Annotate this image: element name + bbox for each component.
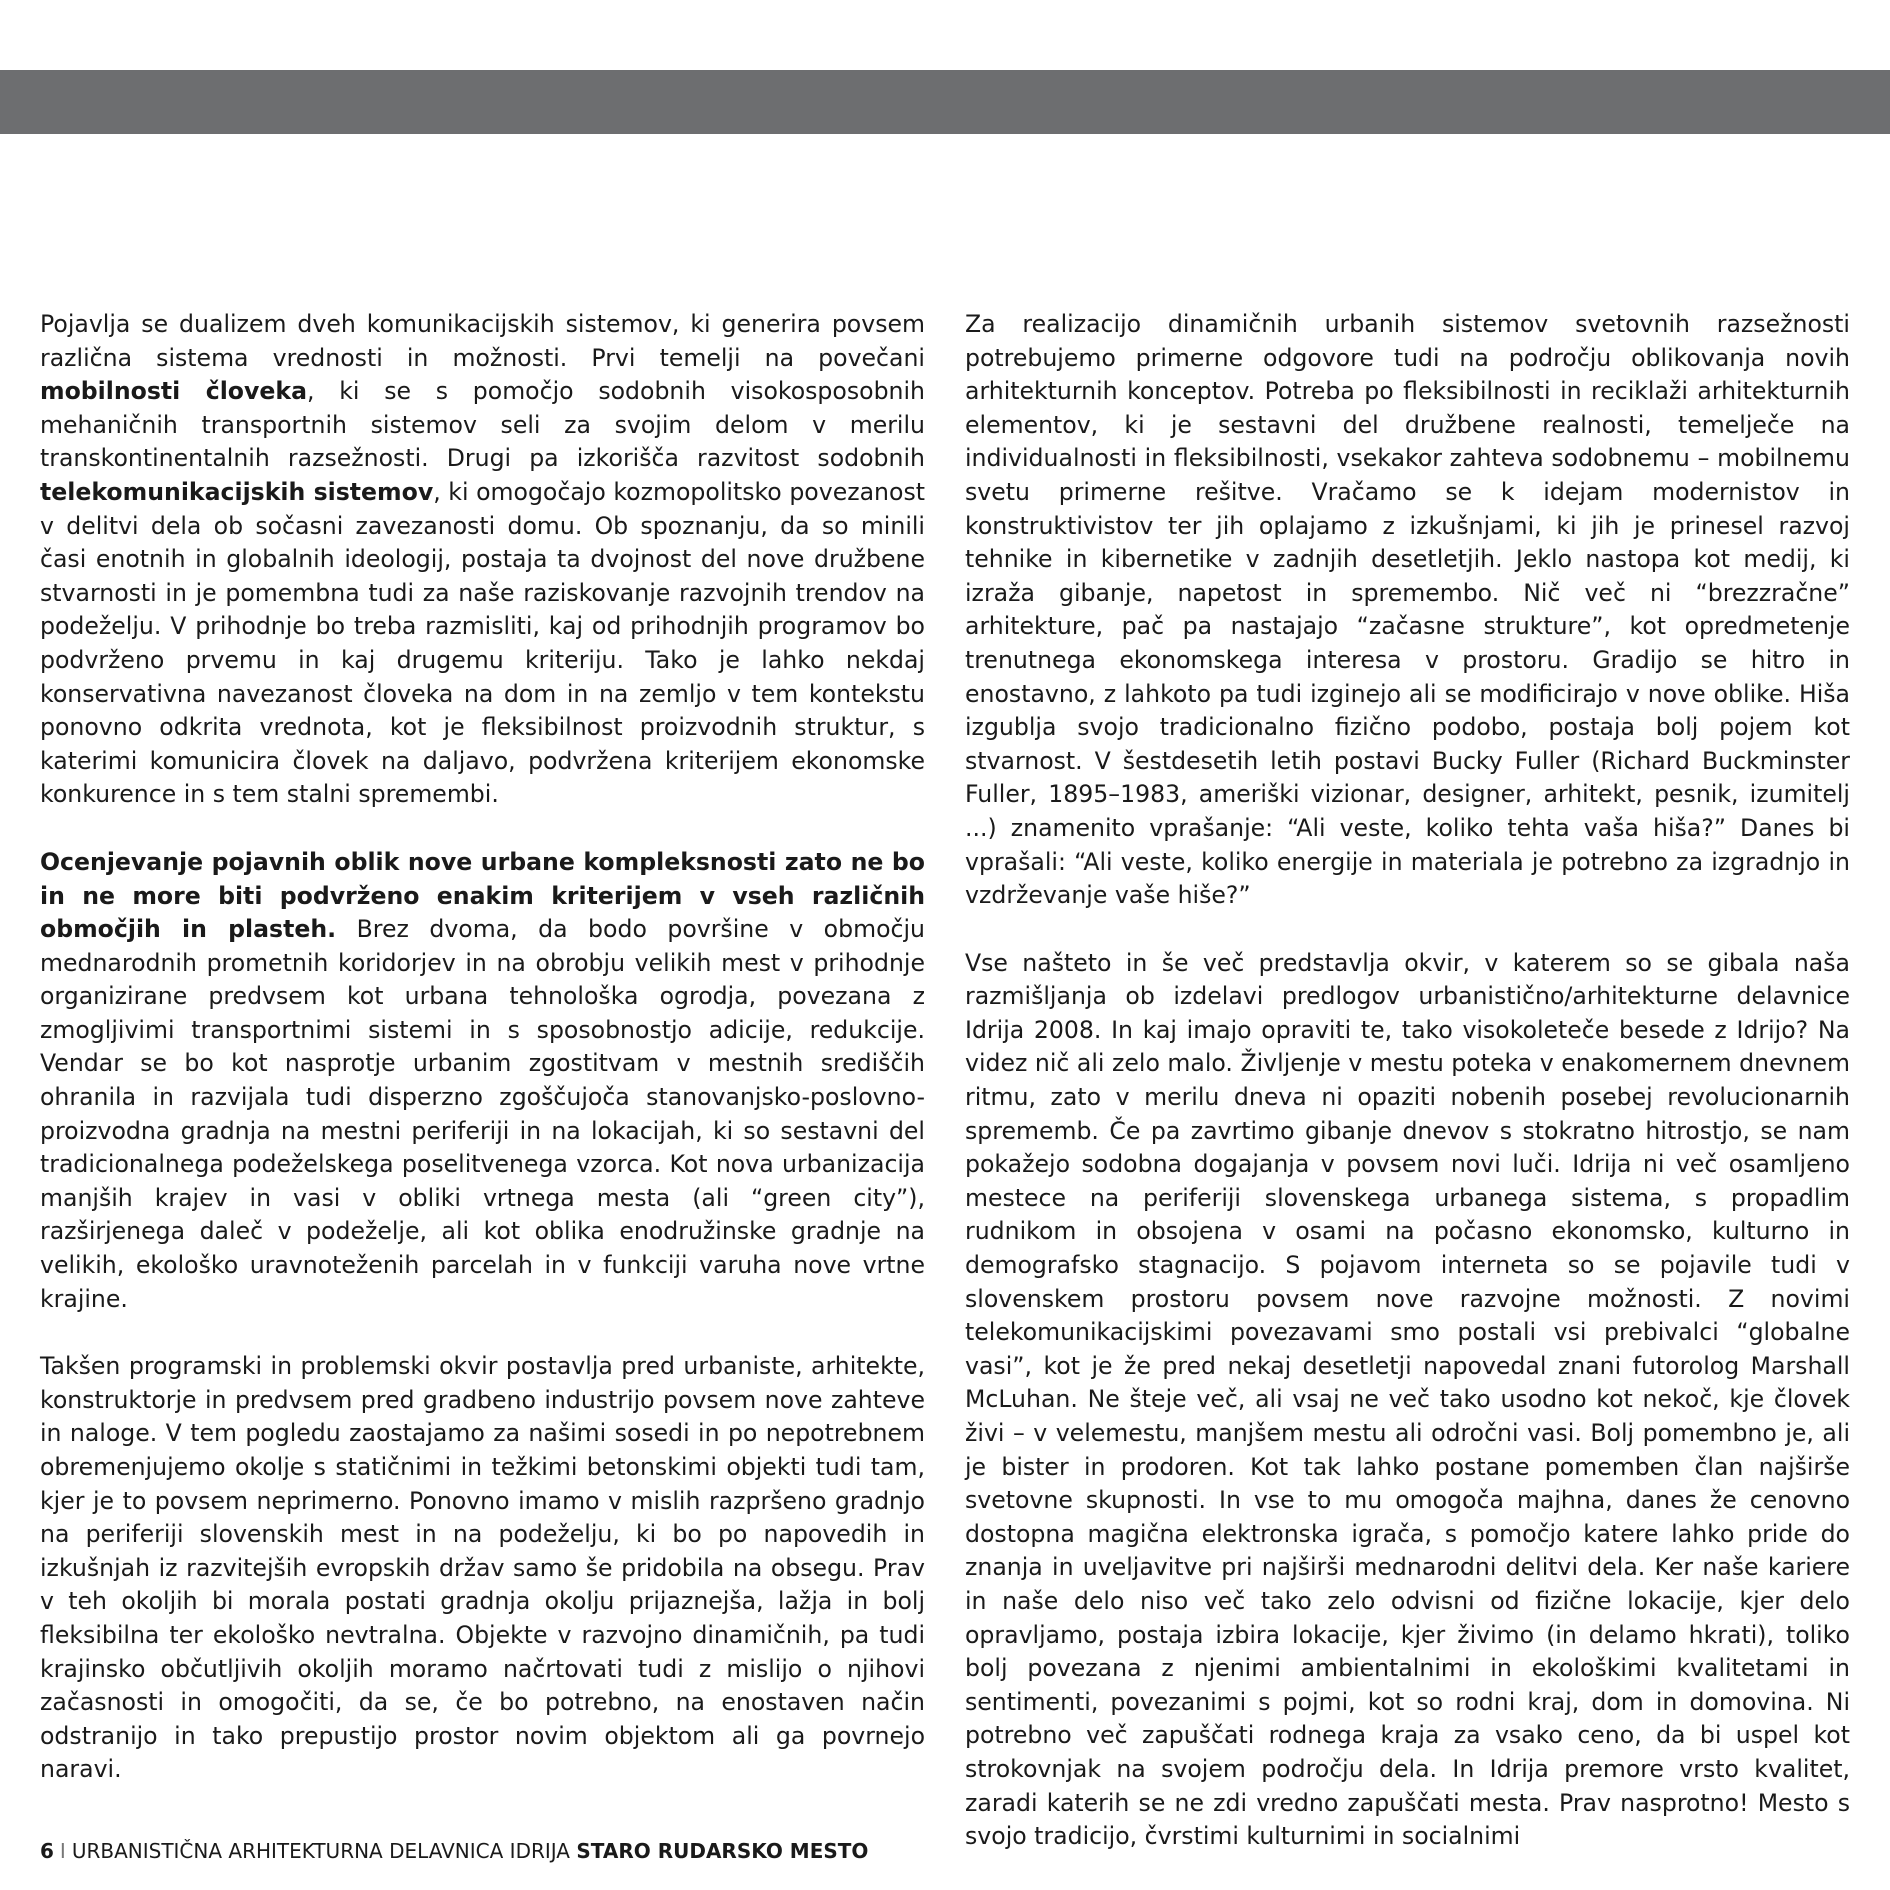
bold-lead: Ocenjevanje pojavnih oblik nove urbane kompleksnosti zato ne bo in ne more biti podvrženo enakim kriterijem v vseh različnih območjih in plasteh. [40,847,925,944]
text-run: Pojavlja se dualizem dveh komunikacijskih sistemov, ki generira povsem različna sistema vrednosti in možnosti. Prvi temelji na povečani [40,310,925,372]
page-footer [40,1839,868,1863]
text-run: Brez dvoma, da bodo površine v območju mednarodnih prometnih koridorjev in na obrobju velikih mest v prihodnje organizirane predvsem kot urbana tehnološka ogrodja, povezana z zmogljivimi transportnimi sistemi in s sposobnostjo adicije, redukcije. Vendar se bo kot nasprotje urbanim zgostitvam v mestnih središčih ohranila in razvijala tudi disperzno zgoščujoča stanovanjsko-poslovno-proizvodna gradnja na mestni periferiji in na lokacijah, ki so sestavni del tradicionalnega podeželskega poselitvenega vzorca. Kot nova urbanizacija manjših krajev in vasi v obliki vrtnega mesta (ali “green city”), razširjenega daleč v podeželje, ali kot oblika enodružinske gradnje na velikih, ekološko uravnoteženih parcelah in v funkciji varuha nove vrtne krajine. [40,915,925,1313]
paragraph: Vse našteto in še več predstavlja okvir, v katerem so se gibala naša razmišljanja ob izdelavi predlogov urbanistično/arhitekturne delavnice Idrija 2008. In kaj imajo opraviti te, tako visokoleteče besede z Idrijo? Na videz nič ali zelo malo. Življenje v mestu poteka v enakomernem dnevnem ritmu, zato v merilu dneva ni opaziti nobenih posebej revolucionarnih sprememb. Če pa zavrtimo gibanje dnevov s stokratno hitrostjo, se nam pokažejo sodobna dogajanja v povsem novi luči. Idrija ni več osamljeno mestece na periferiji slovenskega urbanega sistema, s propadlim rudnikom in obsojena v osami na počasno ekonomsko, kulturno in demografsko stagnacijo. S pojavom interneta so se pojavile tudi v slovenskem prostoru povsem nove razvojne možnosti. Z novimi telekomunikacijskimi povezavami smo postali vsi prebivalci “globalne vasi”, kot je že pred nekaj desetletji napovedal znani futorolog Marshall McLuhan. Ne šteje več, ali vsaj ne več tako usodno kot nekoč, kje človek živi – v velemestu, manjšem mestu ali odročni vasi. Bolj pomembno je, ali je bister in prodoren. Kot tak lahko postane pomemben član najširše svetovne skupnosti. In vse to mu omogoča majhna, danes že cenovno dostopna magična elektronska igrača, s pomočjo katere lahko pride do znanja in uveljavitve pri najširši mednarodni delitvi dela. Ker naše kariere in naše delo niso več tako zelo odvisni od fizične lokacije, kjer delo opravljamo, postaja izbira lokacije, kjer živimo (in delamo hkrati), toliko bolj povezana z njenimi ambientalnimi in ekološkimi kvalitetami in sentimenti, povezanimi s pojmi, kot so rodni kraj, dom in domovina. Ni potrebno več zapuščati rodnega kraja za vsako ceno, da bi uspel kot strokovnjak na svojem področju dela. In Idrija premore vrsto kvalitet, zaradi katerih se ne zdi vredno zapuščati mesta. Prav nasprotno! Mesto s svojo tradicijo, čvrstimi kulturnimi in socialnimi [965,948,1850,1851]
bold-term: telekomunikacijskih sistemov [40,477,434,506]
text-run: , ki se s pomočjo sodobnih visokosposobnih mehaničnih transportnih sistemov seli za svojim delom v merilu transkontinentalnih razsežnosti. Drugi pa izkorišča razvitost sodobnih [40,377,926,473]
publication-title: URBANISTIČNA ARHITEKTURNA DELAVNICA IDRIJA [71,1839,570,1863]
right-column [965,308,1850,1854]
paragraph: Takšen programski in problemski okvir postavlja pred urbaniste, arhitekte, konstruktorje in predvsem pred gradbeno industrijo povsem nove zahteve in naloge. V tem pogledu zaostajamo za našimi sosedi in po nepotrebnem obremenjujemo okolje s statičnimi in težkimi betonskimi objekti tudi tam, kjer je to povsem neprimerno. Ponovno imamo v mislih razpršeno gradnjo na periferiji slovenskih mest in na podeželju, ki bo po napovedih in izkušnjah iz razvitejših evropskih držav samo še pridobila na obsegu. Prav v teh okoljih bi morala postati gradnja okolju prijaznejša, lažja in bolj fleksibilna ter ekološko nevtralna. Objekte v razvojno dinamičnih, pa tudi krajinsko občutljivih okoljih moramo načrtovati tudi z mislijo o njihovi začasnosti in omogočiti, da se, če bo potrebno, na enostaven način odstranijo in tako prepustijo prostor novim objektom ali ga povrnejo naravi. [40,1352,925,1784]
left-column [40,308,925,1787]
bold-term: mobilnosti človeka [40,377,308,406]
paragraph [40,846,925,1316]
page-number: 6 [40,1839,54,1863]
publication-subtitle: STARO RUDARSKO MESTO [576,1839,869,1863]
text-run: , ki omogočajo kozmopolitsko povezanost v delitvi dela ob sočasni zavezanosti domu. Ob spoznanju, da so minili časi enotnih in globalnih ideologij, postaja ta dvojnost del nove družbene stvarnosti in je pomembna tudi za naše raziskovanje razvojnih trendov na podeželju. V prihodnje bo treba razmisliti, kaj od prihodnjih programov bo podvrženo prvemu in kaj drugemu kriteriju. Tako je lahko nekdaj konservativna navezanost človeka na dom in na zemljo v tem kontekstu ponovno odkrita vrednota, kot je fleksibilnost proizvodnih struktur, s katerimi komunicira človek na daljavo, podvržena kriterijem ekonomske konkurence in s tem stalni spremembi. [40,477,925,809]
footer-separator: I [59,1839,66,1863]
paragraph: Za realizacijo dinamičnih urbanih sistemov svetovnih razsežnosti potrebujemo primerne odgovore tudi na področju oblikovanja novih arhitekturnih konceptov. Potreba po fleksibilnosti in reciklaži arhitekturnih elementov, ki je sestavni del družbene realnosti, temelječe na individualnosti in fleksibilnosti, vsekakor zahteva sodobnemu – mobilnemu svetu primerne rešitve. Vračamo se k idejam modernistov in konstruktivistov ter jih oplajamo z izkušnjami, ki jih je prinesel razvoj tehnike in kibernetike v zadnjih desetletjih. Jeklo nastopa kot medij, ki izraža gibanje, napetost in spremembo. Nič več ni “brezzračne” arhitekture, pač pa nastajajo “začasne strukture”, kot opredmetenje trenutnega ekonomskega interesa v prostoru. Gradijo se hitro in enostavno, z lahkoto pa tudi izginejo ali se modificirajo v nove oblike. Hiša izgublja svojo tradicionalno fizično podobo, postaja bolj pojem kot stvarnost. V šestdesetih letih postavi Bucky Fuller (Richard Buckminster Fuller, 1895–1983, ameriški vizionar, designer, arhitekt, pesnik, izumitelj ...) znamenito vprašanje: “Ali veste, koliko tehta vaša hiša?” Danes bi vprašali: “Ali veste, koliko energije in materiala je potrebno za izgradnjo in vzdrževanje vaše hiše?” [965,310,1850,910]
paragraph [40,308,925,812]
header-band [0,70,1890,134]
